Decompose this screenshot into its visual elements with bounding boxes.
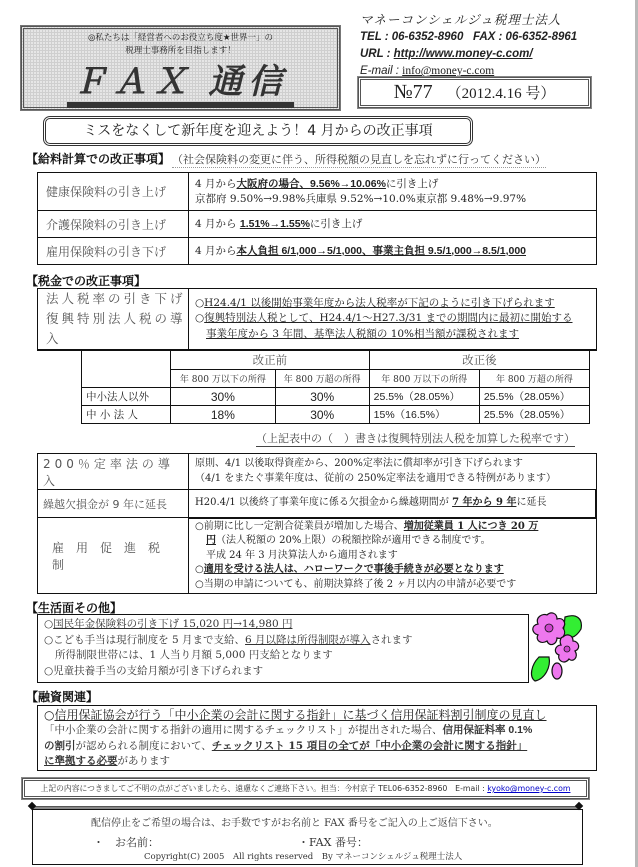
value-line: 平成 24 年 3 月決算法人から適用されます bbox=[206, 549, 398, 561]
row-label: 繰越欠損金が 9 年に延長 bbox=[38, 490, 189, 518]
tax-rate-table bbox=[81, 350, 590, 424]
blossom-center bbox=[564, 646, 570, 652]
text: が認められる制度において、 bbox=[75, 739, 212, 752]
text: 4 月から bbox=[195, 244, 237, 257]
section-heading-payroll: 【給料計算での改正事項】 bbox=[26, 152, 171, 166]
cell: 30% bbox=[171, 388, 276, 406]
table-row bbox=[38, 238, 597, 265]
value-line: ○H24.4/1 以後開始事業年度から法人税率が下記のように引き下げられます bbox=[195, 296, 555, 309]
leaf-shape bbox=[532, 657, 550, 681]
group-header-after: 改正後 bbox=[369, 351, 589, 370]
text: ○前期に比し一定割合従業員が増加した場合、 bbox=[195, 520, 404, 532]
table-row bbox=[38, 289, 597, 351]
value-line: 原則、4/1 以後取得資産から、200%定率法に償却率が引き下げられます bbox=[195, 458, 523, 469]
contact-bar bbox=[22, 778, 589, 799]
list-item-continuation bbox=[44, 754, 590, 770]
table-row bbox=[38, 211, 597, 238]
unsubscribe-text: 配信停止をご希望の場合は、お手数ですがお名前と FAX 番号をご記入の上ご返信下さい。 bbox=[91, 818, 498, 829]
list-item-continuation: 所得制限世帯には、1 人当り月額 5,000 円支給となります bbox=[55, 649, 333, 661]
text: 4 月から bbox=[195, 177, 237, 190]
row-value bbox=[189, 454, 597, 490]
emphasis: H24.4/1 以後開始事業年度から法人税率が下記のように引き下げられます bbox=[204, 296, 555, 309]
firm-name: マネーコンシェルジュ税理士法人 bbox=[360, 13, 562, 27]
url-link[interactable]: http://www.money-c.com/ bbox=[393, 48, 533, 60]
corner-cell bbox=[82, 351, 171, 388]
emphasis: 6 月以降は所得制限が導入 bbox=[245, 633, 371, 646]
url-line bbox=[360, 46, 600, 63]
text: されます bbox=[370, 633, 413, 646]
value-line bbox=[195, 177, 590, 192]
leaf-shape bbox=[563, 616, 581, 638]
row-value bbox=[189, 173, 597, 211]
emphasis: 適用を受ける法人は、ハローワークで事後手続きが必要となります bbox=[203, 564, 504, 575]
column-header: 年 800 万以下の所得 bbox=[171, 370, 276, 388]
tel-number: 06-6352-8960 bbox=[391, 31, 464, 43]
life-box bbox=[37, 614, 529, 683]
motto-line-2: 税理士事務所を目指します！ bbox=[125, 46, 236, 56]
value-line: 京都府 9.50%→9.98%兵庫県 9.52%→10.0%東京都 9.48%→9.97% bbox=[195, 192, 527, 205]
text: 4 月から bbox=[195, 217, 240, 230]
emphasis: 1.51%→1.55% bbox=[239, 217, 310, 230]
value-line bbox=[195, 534, 590, 549]
tel-label: TEL : bbox=[360, 31, 392, 43]
contact-email-link[interactable]: kyoko@money-c.com bbox=[487, 784, 571, 793]
emphasis: 国民年金保険料の引き下げ 15,020 円→14,980 円 bbox=[53, 618, 293, 630]
list-item bbox=[44, 633, 522, 649]
tax-changes-table bbox=[37, 453, 597, 594]
url-label: URL : bbox=[360, 48, 394, 60]
text: 「中小企業の会計に関する指針の適用に関するチェックリスト」が提出された場合、 bbox=[44, 724, 443, 736]
table-header-row bbox=[82, 351, 590, 370]
table-row bbox=[82, 388, 590, 406]
name-field-label: ・ お名前： bbox=[93, 836, 159, 849]
emphasis: チェックリスト 15 項目の全てが「中小企業の会計に関する指針」 bbox=[211, 739, 528, 752]
section-heading-finance: 【融資関連】 bbox=[26, 690, 99, 704]
table-row bbox=[38, 518, 597, 594]
contact-text: 上記の内容につきましてご不明の点がございましたら、遠慮なくご連絡下さい。担当：今村京子 TEL06-6352-8960 E-mail : bbox=[40, 784, 488, 793]
cell: 30% bbox=[275, 388, 369, 406]
cell: 15%（16.5%） bbox=[369, 406, 479, 424]
fax-number: 06-6352-8961 bbox=[505, 31, 578, 43]
value-line: ○復興特別法人税として、H24.4/1～H27.3/31 までの期間内に最初に開始する bbox=[195, 312, 573, 325]
emphasis: 事業年度から 3 年間、基準法人税額の 10%相当額が課税されます bbox=[206, 327, 520, 340]
group-header-before: 改正前 bbox=[171, 351, 370, 370]
row-label: 介護保険料の引き上げ bbox=[38, 211, 189, 238]
fax-label: FAX : bbox=[472, 31, 506, 43]
issue-box bbox=[358, 77, 591, 108]
text: に延長 bbox=[516, 497, 547, 508]
emphasis: 復興特別法人税として、H24.4/1～H27.3/31 までの期間内に最初に開始する bbox=[204, 312, 573, 325]
section-heading-life: 【生活面その他】 bbox=[26, 601, 123, 615]
emphasis: に準拠する必要 bbox=[44, 755, 118, 767]
table-row bbox=[38, 173, 597, 211]
row-label: 雇用保険料の引き下げ bbox=[38, 238, 189, 265]
row-label: 中 小 法 人 bbox=[82, 406, 171, 424]
emphasis: 本人負担 6/1,000→5/1,000、事業主負担 9.5/1,000→8.5/1,000 bbox=[236, 244, 527, 257]
value-line bbox=[195, 520, 590, 535]
label-line: 復興特別法人税の導入 bbox=[46, 311, 186, 346]
cell: 25.5%（28.05%） bbox=[479, 388, 589, 406]
row-value bbox=[189, 518, 597, 594]
row-value bbox=[189, 211, 597, 238]
blossom-center bbox=[545, 624, 553, 632]
finance-box bbox=[37, 705, 597, 771]
text: H20.4/1 以後終了事業年度に係る欠損金から繰越期間が bbox=[195, 497, 453, 508]
row-label: 中小法人以外 bbox=[82, 388, 171, 406]
copyright: Copyright(C) 2005 All rights reserved By マネーコンシェルジュ税理士法人 bbox=[144, 852, 463, 862]
row-label: 健康保険料の引き上げ bbox=[38, 173, 189, 211]
text: に引き上げ bbox=[385, 177, 439, 190]
issue-date: （2012.4.16 号） bbox=[446, 86, 556, 102]
payroll-table bbox=[37, 172, 597, 265]
emphasis: の割引 bbox=[44, 739, 76, 752]
label-line: 法人税率の引き下げ bbox=[46, 291, 186, 306]
row-label: 雇用促進税制 bbox=[38, 518, 189, 594]
motto bbox=[24, 32, 337, 58]
column-header: 年 800 万以下の所得 bbox=[369, 370, 479, 388]
cell: 18% bbox=[171, 406, 276, 424]
row-value bbox=[189, 490, 597, 518]
emphasis: 大阪府の場合、9.56%→10.06% bbox=[236, 177, 386, 190]
emphasis: 信用保証協会が行う「中小企業の会計に関する指針」に基づく信用保証料割引制度の見直し bbox=[54, 708, 547, 722]
cell: 25.5%（28.05%） bbox=[369, 388, 479, 406]
payroll-note: （社会保険料の変更に伴う、所得税額の見直しを忘れずに行ってください） bbox=[172, 153, 546, 166]
text: があります bbox=[117, 755, 170, 767]
column-header: 年 800 万超の所得 bbox=[479, 370, 589, 388]
fax-title: ＦＡＸ 通信 bbox=[67, 62, 294, 108]
list-item-continuation bbox=[44, 723, 590, 739]
value-line: （4/1 をまたぐ事業年度は、従前の 250%定率法を適用できる特例があります） bbox=[195, 472, 557, 484]
fax-field-label: ・FAX 番号： bbox=[298, 836, 368, 849]
rate-table-note: （上記表中の（ ）書きは復興特別法人税を加算した税率です） bbox=[256, 432, 575, 445]
row-value bbox=[189, 289, 597, 351]
corporate-tax-table bbox=[37, 288, 597, 351]
email-link[interactable]: info@money-c.com bbox=[402, 65, 495, 77]
list-item: ○国民年金保険料の引き下げ 15,020 円→14,980 円 bbox=[44, 618, 293, 630]
email-label: E-mail : bbox=[360, 65, 403, 77]
cherry-blossom-icon bbox=[525, 609, 583, 684]
motto-line-1: ◎私たちは「経営者へのお役立ち度★世界一」の bbox=[87, 33, 274, 43]
emphasis: 7 年から 9 年 bbox=[452, 497, 517, 508]
issue-number: №77 bbox=[393, 81, 433, 103]
row-label: 200％定率法の導入 bbox=[38, 454, 189, 490]
emphasis: 増加従業員 1 人につき 20 万 bbox=[403, 520, 539, 532]
row-label bbox=[38, 289, 189, 351]
unsubscribe-box bbox=[32, 809, 583, 865]
table-row bbox=[38, 490, 597, 518]
text: （法人税額の 20%上限）の税額控除が適用できる制度です。 bbox=[216, 535, 491, 546]
text: に引き上げ bbox=[309, 217, 363, 230]
table-row bbox=[38, 454, 597, 490]
phone-fax-line bbox=[360, 29, 600, 46]
emphasis: 信用保証料率 0.1% bbox=[442, 724, 533, 736]
text: ○こども手当は現行制度を 5 月まで支給、 bbox=[44, 633, 246, 646]
emphasis: 円 bbox=[206, 535, 216, 546]
table-row bbox=[82, 406, 590, 424]
value-line: ○当期の申請についても、前期決算終了後 2 ヶ月以内の申請が必要です bbox=[195, 578, 517, 590]
headline-banner: ミスをなくして新年度を迎えよう！4 月からの改正事項 bbox=[43, 116, 473, 146]
list-item: ○児童扶養手当の支給月額が引き下げられます bbox=[44, 664, 264, 677]
section-heading-tax: 【税金での改正事項】 bbox=[26, 274, 147, 288]
row-value bbox=[189, 238, 597, 265]
list-item: ○信用保証協会が行う「中小企業の会計に関する指針」に基づく信用保証料割引制度の見直し bbox=[44, 708, 547, 722]
list-item-continuation bbox=[44, 739, 590, 755]
firm-contact-block bbox=[360, 12, 600, 80]
fax-title-box bbox=[21, 26, 340, 110]
value-line: ○適用を受ける法人は、ハローワークで事後手続きが必要となります bbox=[195, 564, 504, 575]
column-header: 年 800 万超の所得 bbox=[275, 370, 369, 388]
cell: 30% bbox=[275, 406, 369, 424]
cell: 25.5%（28.05%） bbox=[479, 406, 589, 424]
value-line bbox=[195, 327, 590, 343]
